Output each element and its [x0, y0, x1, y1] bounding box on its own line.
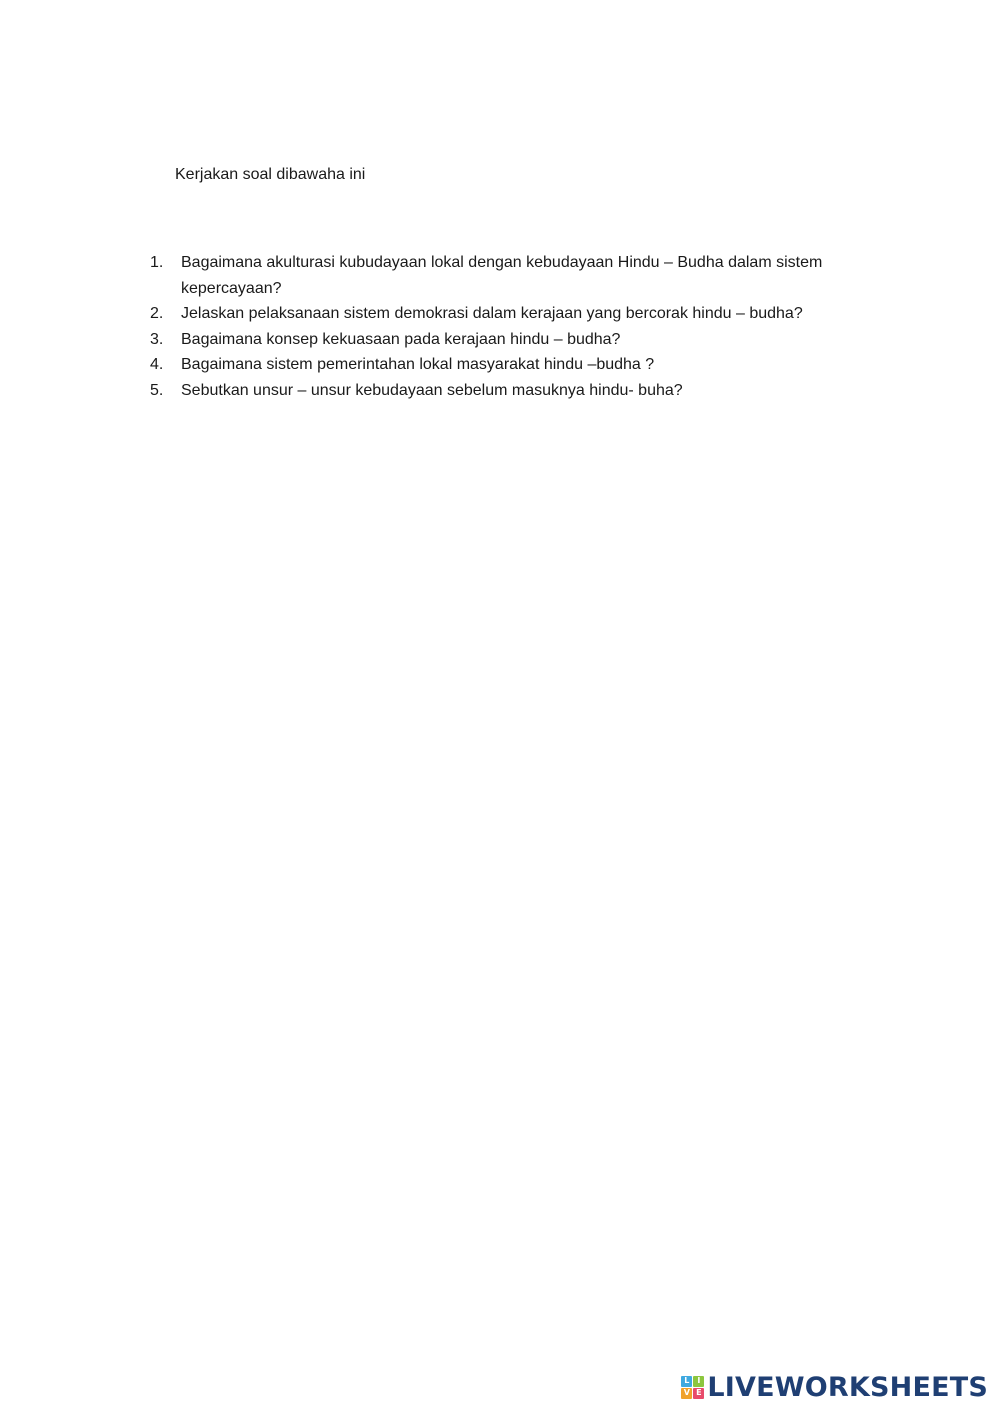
question-number: 3.	[150, 330, 164, 348]
question-text: Bagaimana sistem pemerintahan lokal masyarakat hindu –budha ?	[181, 356, 655, 373]
question-number: 1.	[150, 254, 164, 271]
question-text: Bagaimana konsep kekuasaan pada kerajaan hindu – budha?	[181, 330, 621, 348]
logo-mark-icon	[681, 1376, 704, 1399]
logo-mark-letter: L	[681, 1376, 692, 1387]
question-item	[150, 327, 870, 353]
logo-mark-letter: E	[693, 1388, 704, 1399]
question-list	[150, 250, 870, 403]
question-number: 4.	[150, 356, 164, 373]
logo-wordmark: LIVEWORKSHEETS	[707, 1371, 988, 1403]
logo-mark-letter: V	[681, 1388, 692, 1399]
instruction-text: Kerjakan soal dibawaha ini	[175, 166, 366, 183]
question-item	[150, 250, 870, 301]
logo-mark-letter: I	[693, 1376, 704, 1387]
question-item	[150, 378, 870, 404]
question-item	[150, 301, 870, 327]
question-number: 2.	[150, 305, 164, 322]
question-text: Jelaskan pelaksanaan sistem demokrasi dalam kerajaan yang bercorak hindu – budha?	[181, 305, 803, 322]
question-number: 5.	[150, 381, 164, 399]
question-text: Sebutkan unsur – unsur kebudayaan sebelum masuknya hindu- buha?	[181, 381, 683, 399]
liveworksheets-logo	[681, 1370, 988, 1404]
question-text: Bagaimana akulturasi kubudayaan lokal dengan kebudayaan Hindu – Budha dalam sistem kepercayaan?	[181, 254, 823, 297]
question-item	[150, 352, 870, 378]
